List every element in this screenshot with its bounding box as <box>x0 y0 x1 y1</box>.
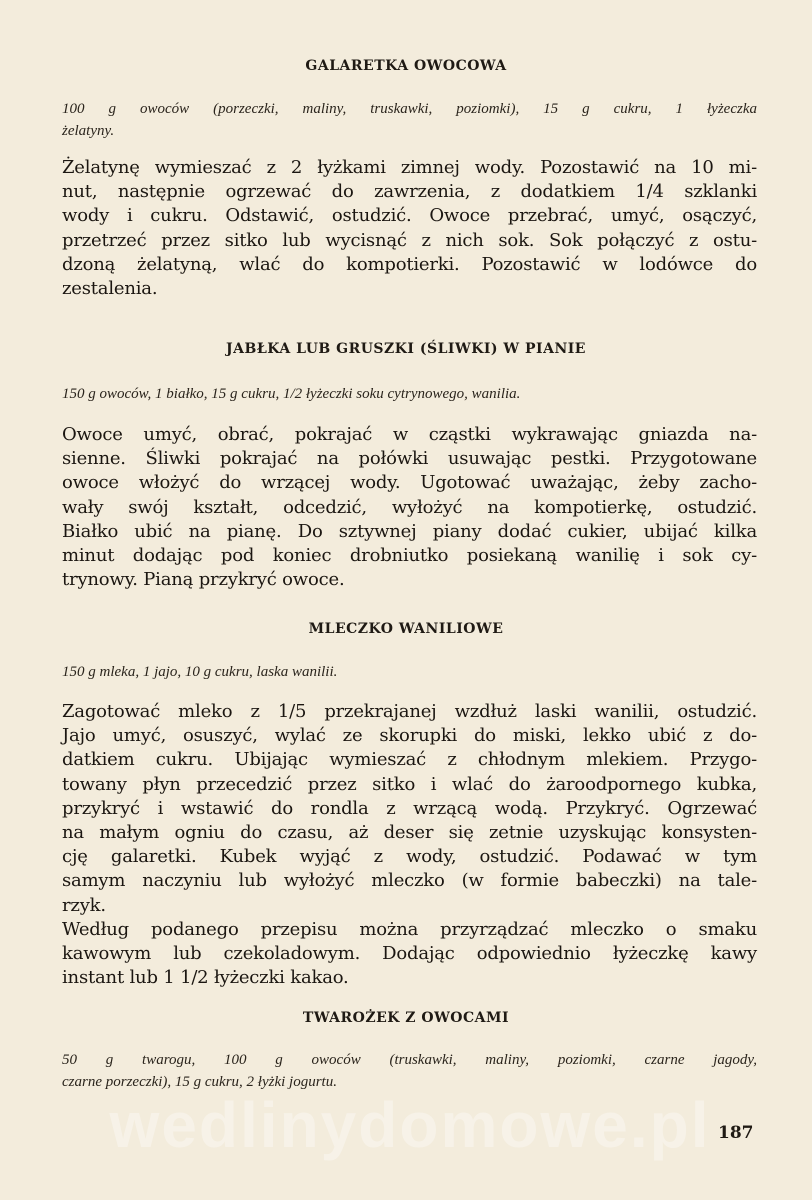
text-line: wody i cukru. Odstawić, ostudzić. Owoce przebrać, umyć, osączyć, <box>62 205 757 227</box>
recipe-title: JABŁKA LUB GRUSZKI (ŚLIWKI) W PIANIE <box>226 341 586 357</box>
ingredients <box>62 98 757 142</box>
ingredients-line: 150 g mleka, 1 jajo, 10 g cukru, laska wanilii. <box>62 664 338 680</box>
page-number: 187 <box>718 1123 754 1143</box>
text-line: trynowy. Pianą przykryć owoce. <box>62 569 345 591</box>
ingredients-line: czarne porzeczki), 15 g cukru, 2 łyżki jogurtu. <box>62 1074 337 1090</box>
text-line: towany płyn przecedzić przez sitko i wlać do żaroodpornego kubka, <box>62 773 757 795</box>
recipe-title: TWAROŻEK Z OWOCAMI <box>302 1010 510 1026</box>
text-line: dzoną żelatyną, wlać do kompotierki. Pozostawić w lodówce do <box>62 253 757 275</box>
recipe-title: GALARETKA OWOCOWA <box>305 58 507 74</box>
text-line: Owoce umyć, obrać, pokrajać w cząstki wykrawając gniazda na- <box>62 424 757 445</box>
text-line: instant lub 1 1/2 łyżeczki kakao. <box>62 967 349 989</box>
ingredients-line: 100 g owoców (porzeczki, maliny, truskawki, poziomki), 15 g cukru, 1 łyżeczka <box>62 101 757 117</box>
ingredients-line: 150 g owoców, 1 białko, 15 g cukru, 1/2 łyżeczki soku cytrynowego, wanilia. <box>62 386 521 402</box>
ingredients <box>62 383 757 405</box>
recipe-instructions <box>62 156 757 301</box>
text-line: cję galaretki. Kubek wyjąć z wody, ostudzić. Podawać w tym <box>62 846 757 868</box>
text-line: przykryć i wstawić do rondla z wrzącą wodą. Przykryć. Ogrzewać <box>62 797 757 819</box>
text-line: zestalenia. <box>62 278 158 300</box>
text-line: minut dodając pod koniec drobniutko posiekaną wanilię i sok cy- <box>62 545 757 567</box>
text-line: na małym ogniu do czasu, aż deser się zetnie uzyskując konsysten- <box>62 822 757 844</box>
text-line: sienne. Śliwki pokrajać na połówki usuwając pestki. Przygotowane <box>62 448 757 470</box>
text-line: kawowym lub czekoladowym. Dodając odpowiednio łyżeczkę kawy <box>62 943 757 965</box>
watermark: wedlinydomowe.pl <box>109 1089 711 1161</box>
recipe-title: MLECZKO WANILIOWE <box>308 621 504 637</box>
recipe-instructions <box>62 423 757 592</box>
text-line: Żelatynę wymieszać z 2 łyżkami zimnej wody. Pozostawić na 10 mi- <box>62 157 757 178</box>
text-line: samym naczyniu lub wyłożyć mleczko (w formie babeczki) na tale- <box>62 870 757 892</box>
recipe-instructions <box>62 700 757 990</box>
text-line: Jajo umyć, osuszyć, wylać ze skorupki do miski, lekko ubić z do- <box>62 725 757 747</box>
ingredients <box>62 661 757 683</box>
ingredients-line: 50 g twarogu, 100 g owoców (truskawki, maliny, poziomki, czarne jagody, <box>62 1052 757 1068</box>
ingredients <box>62 1049 757 1093</box>
text-line: wały swój kształt, odcedzić, wyłożyć na kompotierkę, ostudzić. <box>62 496 757 518</box>
text-line: Według podanego przepisu można przyrządzać mleczko o smaku <box>62 918 757 940</box>
text-line: nut, następnie ogrzewać do zawrzenia, z dodatkiem 1/4 szklanki <box>62 181 757 203</box>
ingredients-line: żelatyny. <box>62 123 115 139</box>
text-line: owoce włożyć do wrzącej wody. Ugotować uważając, żeby zacho- <box>62 472 757 494</box>
text-line: Zagotować mleko z 1/5 przekrajanej wzdłuż laski wanilii, ostudzić. <box>62 701 757 722</box>
text-line: Białko ubić na pianę. Do sztywnej piany dodać cukier, ubijać kilka <box>62 520 757 542</box>
text-line: rzyk. <box>62 894 106 916</box>
text-line: przetrzeć przez sitko lub wycisnąć z nich sok. Sok połączyć z ostu- <box>62 229 757 251</box>
text-line: datkiem cukru. Ubijając wymieszać z chłodnym mlekiem. Przygo- <box>62 749 757 771</box>
